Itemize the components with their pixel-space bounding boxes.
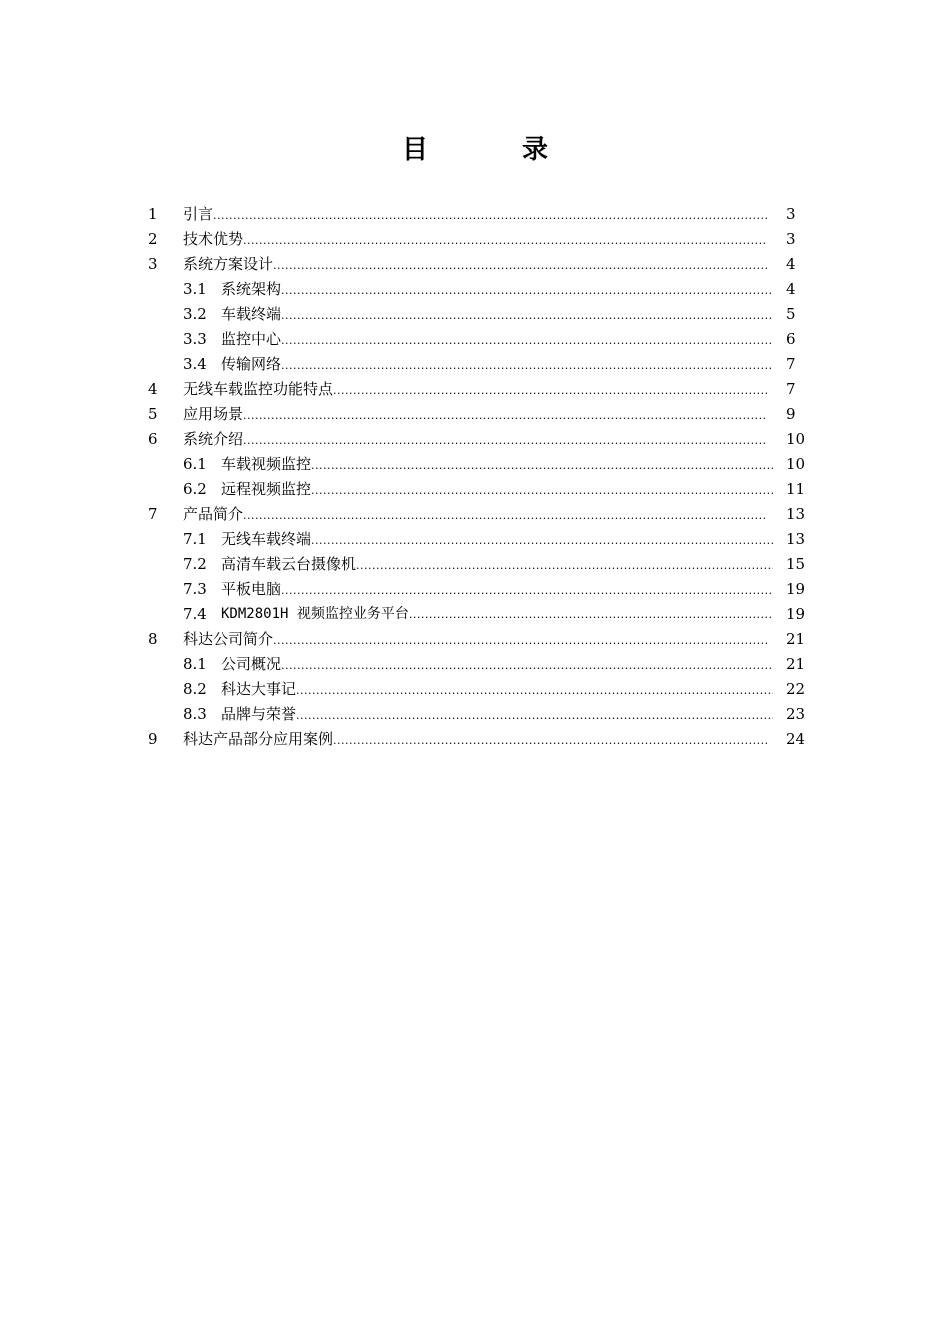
toc-entry-page-number: 6: [786, 330, 796, 348]
toc-entry-link[interactable]: [183, 377, 767, 403]
toc-entry-link[interactable]: [221, 702, 773, 728]
toc-entry-page-number: 10: [786, 455, 806, 473]
toc-dot-leader: [296, 678, 773, 703]
toc-entry[interactable]: [0, 227, 950, 252]
toc-entry-page-number: 7: [786, 380, 796, 398]
toc-entry-link[interactable]: [183, 227, 767, 253]
toc-entry-title: 车载视频监控: [221, 455, 312, 473]
toc-entry[interactable]: [0, 252, 950, 277]
toc-entry[interactable]: [0, 652, 950, 677]
toc-entry-page-number: 3: [786, 230, 796, 248]
toc-entry-page-number: 21: [786, 655, 806, 673]
toc-entry-page-number: 24: [786, 730, 806, 748]
toc-dot-leader: [281, 328, 773, 353]
toc-entry-link[interactable]: [221, 302, 773, 328]
toc-entry-number: 6: [148, 430, 158, 448]
toc-entry[interactable]: [0, 402, 950, 427]
toc-entry[interactable]: [0, 552, 950, 577]
toc-entry-number: 7.2: [183, 555, 207, 573]
toc-entry-page-number: 13: [786, 530, 806, 548]
toc-entry-number: 3.1: [183, 280, 207, 298]
toc-entry-page-number: 21: [786, 630, 806, 648]
toc-entry-link[interactable]: [183, 627, 767, 653]
toc-entry[interactable]: [0, 727, 950, 752]
toc-entry-page-number: 22: [786, 680, 806, 698]
toc-entry[interactable]: [0, 602, 950, 627]
toc-entry-number: 3.3: [183, 330, 207, 348]
toc-entry[interactable]: [0, 452, 950, 477]
toc-entry-number: 7.4: [183, 605, 207, 623]
toc-entry-number: 9: [148, 730, 158, 748]
toc-entry-page-number: 4: [786, 255, 796, 273]
toc-dot-leader: [243, 428, 767, 453]
toc-entry-title: 引言: [183, 205, 214, 223]
toc-entry-page-number: 10: [786, 430, 806, 448]
toc-dot-leader: [213, 203, 767, 228]
toc-entry-title: 无线车载终端: [221, 530, 312, 548]
toc-entry-title: 公司概况: [221, 655, 282, 673]
toc-entry-page-number: 19: [786, 605, 806, 623]
toc-entry-page-number: 4: [786, 280, 796, 298]
toc-entry-number: 8.2: [183, 680, 207, 698]
toc-entry-number: 8.3: [183, 705, 207, 723]
toc-entry-link[interactable]: [221, 352, 773, 378]
toc-entry-title: 车载终端: [221, 305, 282, 323]
toc-dot-leader: [333, 728, 767, 753]
toc-entry-link[interactable]: [221, 652, 773, 678]
toc-dot-leader: [281, 303, 773, 328]
toc-dot-leader: [296, 703, 773, 728]
toc-dot-leader: [281, 278, 773, 303]
toc-entry[interactable]: [0, 702, 950, 727]
toc-entry-number: 7.1: [183, 530, 207, 548]
toc-entry-page-number: 15: [786, 555, 806, 573]
toc-dot-leader: [281, 353, 773, 378]
toc-entry-page-number: 23: [786, 705, 806, 723]
toc-entry-title: 远程视频监控: [221, 480, 312, 498]
toc-dot-leader: [356, 553, 773, 578]
toc-entry-title: KDM2801H 视频监控业务平台: [221, 606, 409, 622]
toc-entry-number: 8.1: [183, 655, 207, 673]
toc-entry-page-number: 5: [786, 305, 796, 323]
toc-entry-number: 4: [148, 380, 158, 398]
toc-entry-link[interactable]: [183, 402, 767, 428]
toc-entry-link[interactable]: [221, 677, 773, 703]
toc-entry-number: 3.2: [183, 305, 207, 323]
toc-dot-leader: [311, 478, 773, 503]
toc-entry-number: 3.4: [183, 355, 207, 373]
toc-entry[interactable]: [0, 202, 950, 227]
toc-dot-leader: [273, 253, 767, 278]
toc-entry[interactable]: [0, 502, 950, 527]
toc-entry[interactable]: [0, 627, 950, 652]
toc-entry[interactable]: [0, 527, 950, 552]
toc-entry-link[interactable]: [221, 527, 773, 553]
toc-entry-link[interactable]: [183, 252, 767, 278]
toc-entry-title: 高清车载云台摄像机: [221, 555, 357, 573]
toc-dot-leader: [281, 653, 773, 678]
toc-entry-title: 传输网络: [221, 355, 282, 373]
toc-entry[interactable]: [0, 302, 950, 327]
toc-entry[interactable]: [0, 377, 950, 402]
toc-entry-page-number: 7: [786, 355, 796, 373]
toc-entry-link[interactable]: [221, 477, 773, 503]
toc-entry-title: 科达产品部分应用案例: [183, 730, 334, 748]
toc-entry-link[interactable]: [183, 727, 767, 753]
toc-entry-link[interactable]: [221, 277, 773, 303]
toc-entry[interactable]: [0, 577, 950, 602]
toc-entry-page-number: 19: [786, 580, 806, 598]
toc-entry-number: 5: [148, 405, 158, 423]
toc-entry-link[interactable]: [221, 577, 773, 603]
toc-dot-leader: [409, 602, 773, 627]
toc-entry-page-number: 13: [786, 505, 806, 523]
toc-entry-link[interactable]: [183, 202, 767, 228]
toc-entry-page-number: 9: [786, 405, 796, 423]
toc-dot-leader: [243, 228, 767, 253]
toc-entry-title: 平板电脑: [221, 580, 282, 598]
toc-entry-page-number: 11: [786, 480, 806, 498]
toc-entry-title: 应用场景: [183, 405, 244, 423]
toc-entry-number: 8: [148, 630, 158, 648]
toc-entry-number: 6.2: [183, 480, 207, 498]
toc-dot-leader: [311, 528, 773, 553]
toc-entry-number: 1: [148, 205, 158, 223]
toc-dot-leader: [243, 403, 767, 428]
toc-entry-title: 品牌与荣誉: [221, 705, 297, 723]
toc-entry-title: 产品简介: [183, 505, 244, 523]
toc-entry-title: 监控中心: [221, 330, 282, 348]
page-title: 目 录: [401, 135, 582, 165]
toc-entry-title: 系统介绍: [183, 430, 244, 448]
toc-entry-title: 无线车载监控功能特点: [183, 380, 334, 398]
toc-dot-leader: [273, 628, 767, 653]
toc-entry-page-number: 3: [786, 205, 796, 223]
toc-entry-number: 2: [148, 230, 158, 248]
toc-entry[interactable]: [0, 277, 950, 302]
toc-entry-link[interactable]: [221, 452, 773, 478]
toc-entry-title: 系统方案设计: [183, 255, 274, 273]
toc-entry-link[interactable]: [221, 327, 773, 353]
toc-entry-title: 科达公司简介: [183, 630, 274, 648]
toc-entry[interactable]: [0, 352, 950, 377]
toc-entry-number: 7: [148, 505, 158, 523]
toc-dot-leader: [333, 378, 767, 403]
toc-entry-number: 7.3: [183, 580, 207, 598]
toc-entry-number: 6.1: [183, 455, 207, 473]
toc-entry-link[interactable]: [221, 602, 773, 627]
toc-dot-leader: [311, 453, 773, 478]
toc-dot-leader: [243, 503, 767, 528]
toc-entry-title: 系统架构: [221, 280, 282, 298]
toc-entry-link[interactable]: [183, 427, 767, 453]
toc-entry-link[interactable]: [183, 502, 767, 528]
toc-entry-number: 3: [148, 255, 158, 273]
toc-dot-leader: [281, 578, 773, 603]
toc-entry[interactable]: [0, 327, 950, 352]
toc-entry[interactable]: [0, 477, 950, 502]
toc-entry-link[interactable]: [221, 552, 773, 578]
toc-entry[interactable]: [0, 677, 950, 702]
toc-entry-title: 技术优势: [183, 230, 244, 248]
toc-entry-title: 科达大事记: [221, 680, 297, 698]
toc-entry[interactable]: [0, 427, 950, 452]
